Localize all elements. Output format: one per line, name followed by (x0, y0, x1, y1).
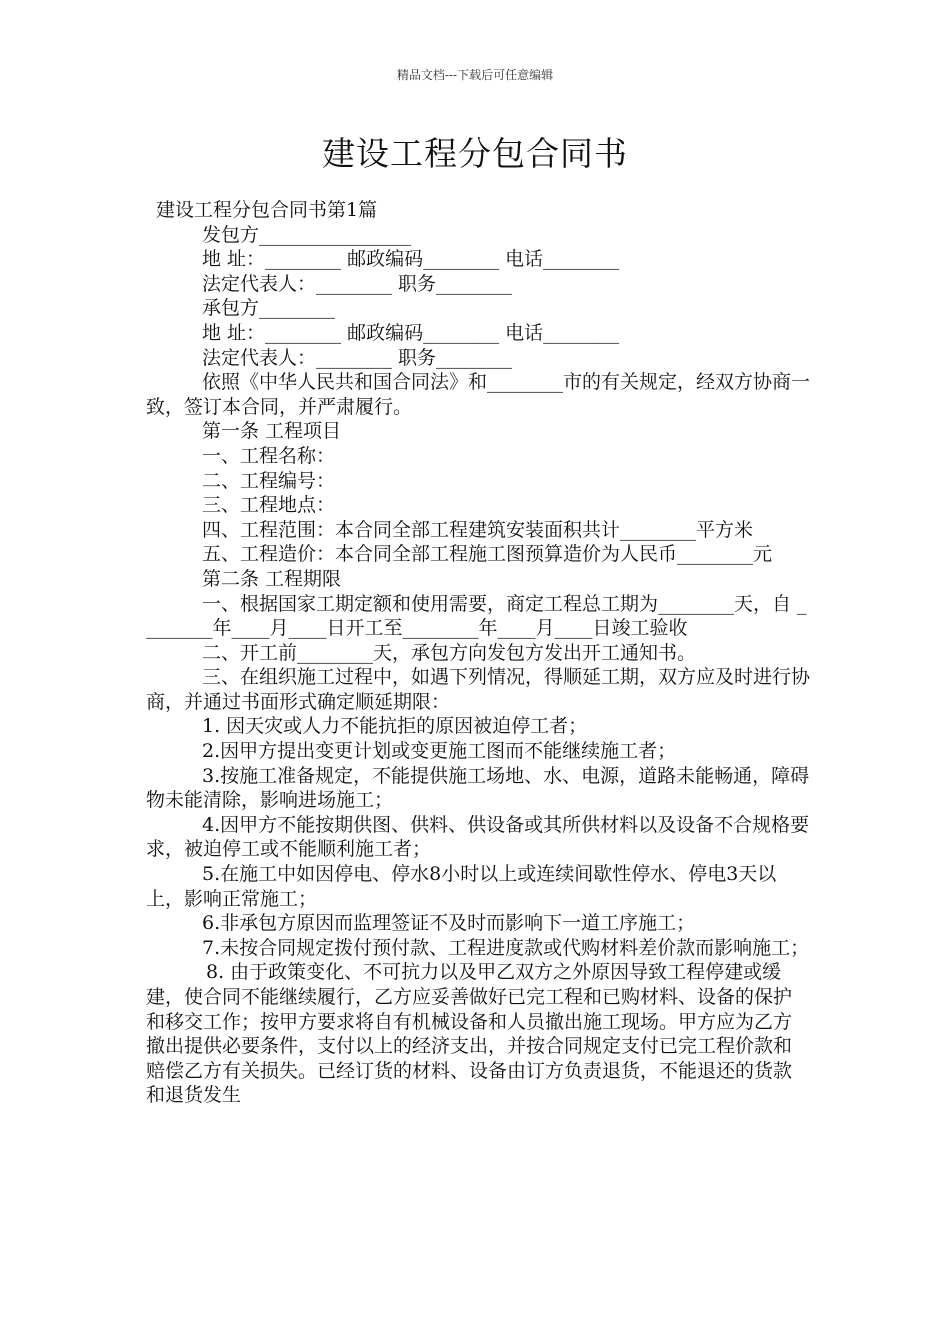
paragraph: 第一条 工程项目 (202, 420, 342, 443)
paragraph: 4.因甲方不能按期供图、供料、供设备或其所供材料以及设备不合规格要求，被迫停工或不能顺利施工者； (146, 813, 810, 861)
document-subtitle: 建设工程分包合同书第1篇 (156, 199, 378, 221)
paragraph: 法定代表人：________ 职务________ (202, 272, 513, 295)
document-lines (146, 223, 810, 1108)
paragraph: 2.因甲方提出变更计划或变更施工图而不能继续施工者； (202, 740, 677, 763)
paragraph: 四、工程范围：本合同全部工程建筑安装面积共计________平方米 (202, 518, 754, 541)
document-body (146, 198, 810, 1108)
paragraph: 承包方________ (202, 297, 336, 320)
paragraph: 二、工程编号： (202, 469, 336, 492)
paragraph: 地 址：________ 邮政编码________ 电话________ (202, 321, 620, 344)
paragraph: 6.非承包方原因而监理签证不及时而影响下一道工序施工； (202, 912, 696, 935)
paragraph: 第二条 工程期限 (202, 567, 342, 590)
paragraph: 三、在组织施工过程中，如遇下列情况，得顺延工期，双方应及时进行协商，并通过书面形式确定顺延期限： (146, 666, 811, 713)
paragraph: 地 址：________ 邮政编码________ 电话________ (202, 248, 620, 271)
paragraph: 发包方________________ (202, 223, 412, 246)
paragraph: 一、根据国家工期定额和使用需要，商定工程总工期为________天，自 ________年____月____日开工至________年____月____日竣工验收 (146, 592, 807, 640)
paragraph: 二、开工前________天，承包方向发包方发出开工通知书。 (202, 641, 697, 664)
paragraph: 3.按施工准备规定，不能提供施工场地、水、电源，道路未能畅通，障碍物未能清除，影响进场施工； (146, 764, 810, 812)
paragraph: 1. 因天灾或人力不能抗拒的原因被迫停工者； (202, 715, 588, 738)
paragraph: 法定代表人：________ 职务________ (202, 346, 513, 369)
paragraph: 依照《中华人民共和国合同法》和________市的有关规定，经双方协商一致，签订本合同，并严肃履行。 (146, 371, 811, 418)
paragraph: 三、工程地点： (202, 494, 336, 517)
paragraph: 7.未按合同规定拨付预付款、工程进度款或代购材料差价款而影响施工； (202, 936, 810, 959)
document-title: 建设工程分包合同书 (322, 134, 628, 173)
paragraph: 一、工程名称： (202, 444, 336, 467)
paragraph: 五、工程造价：本合同全部工程施工图预算造价为人民币________元 (202, 543, 773, 566)
paragraph: 8. 由于政策变化、不可抗力以及甲乙双方之外原因导致工程停建或缓建，使合同不能继续履行，乙方应妥善做好已完工程和已购材料、设备的保护和移交工作；按甲方要求将自有机械设备和人员撤出施工现场。甲方应为乙方撤出提供必要条件，支付以上的经济支出，并按合同规定支付已完工程价款和赔偿乙方有关损失。已经订货的材料、设备由订方负责退货，不能退还的货款和退货发生 (146, 961, 793, 1107)
page-header-watermark: 精品文档---下载后可任意编辑 (396, 68, 554, 82)
paragraph: 5.在施工中如因停电、停水8小时以上或连续间歇性停水、停电3天以上，影响正常施工； (146, 863, 777, 910)
